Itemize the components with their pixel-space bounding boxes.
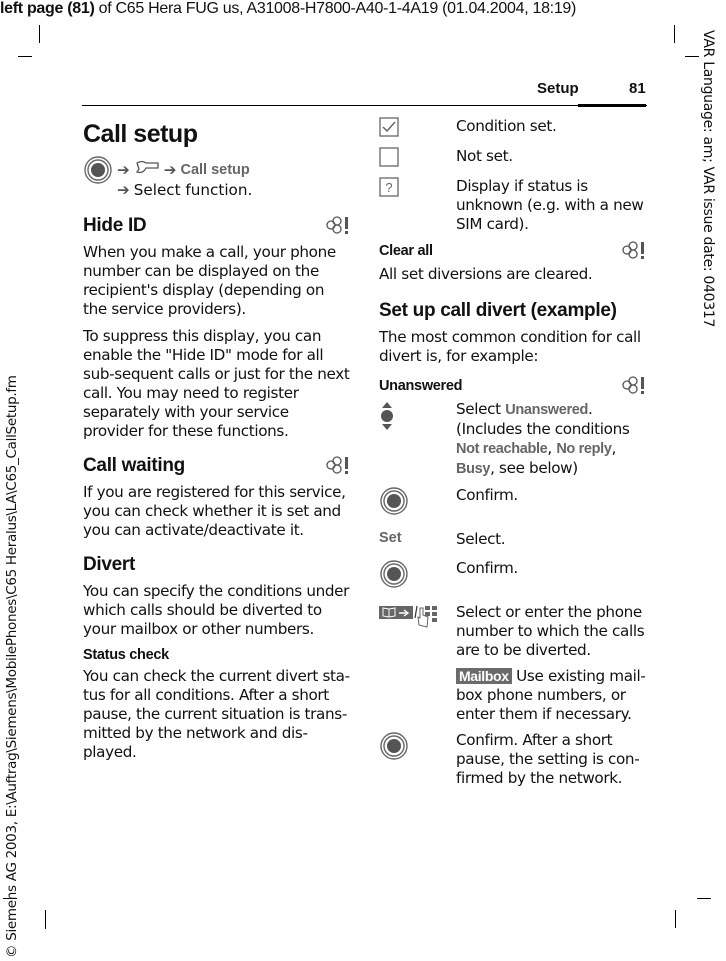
legend-text: Condition set. [456,117,557,135]
mailbox-tag: Mailbox [456,668,512,684]
nav-key-icon [379,559,456,593]
phonebook-keypad-icon [379,603,456,660]
text: Select [456,400,506,418]
text: , [611,439,617,457]
network-service-icon [619,376,647,396]
nav-path [83,155,351,199]
print-header-doc: of C65 Hera FUG us, A31008-H7800-A40-1-4A19 (01.04.2004, 18:19) [94,0,577,17]
scroll-up-down-icon [379,400,456,479]
page-number: 81 [629,80,646,97]
svg-text:?: ? [385,180,393,195]
crop-mark [39,25,40,43]
paragraph: When you make a call, your phone number can be displayed on the recipient's display (depending on the service providers). [83,243,336,318]
crop-mark [685,56,699,57]
checkbox-checked-icon [379,117,456,141]
step-row [379,603,647,660]
text: , [547,439,557,457]
legend-text: Display if status is unknown (e.g. with a new SIM card). [456,177,644,233]
arrow-right-icon: ➔ [117,161,130,179]
section-heading-setup-divert: Set up call divert (example) [379,300,617,321]
header-rule [82,105,647,106]
step-text: Confirm. After a short pause, the setting is con-firmed by the network. [456,731,640,787]
nav-key-icon [379,731,456,788]
paragraph: You can specify the conditions under which calls should be diverted to your mailbox or other numbers. [83,582,350,638]
step-text [456,667,647,724]
spacer [379,667,456,724]
legend-row [379,147,647,171]
subheading-clear-all [379,241,647,261]
crop-mark [18,56,32,57]
step-text: Confirm. [456,486,518,504]
section-heading-call-waiting [83,455,351,477]
paragraph: If you are registered for this service, you can check whether it is set and you can activate/deactivate it. [83,483,346,539]
wrench-icon [134,160,160,180]
step-row [379,667,647,724]
nav-step-text: Select function. [133,181,253,199]
running-header-section: Setup [537,80,579,97]
network-service-icon [619,241,647,261]
print-header-page: left page (81) [0,0,95,17]
nav-key-icon [379,486,456,520]
left-column [83,118,351,770]
step-row [379,400,647,479]
section-heading-divert [83,554,351,576]
arrow-right-icon: ➔ [163,161,177,179]
step-text: Confirm. [456,559,518,577]
step-text: Select or enter the phone number to which the calls are to be diverted. [456,603,645,659]
keyword: Not reachable [456,441,548,457]
legend-text: Not set. [456,147,513,165]
crop-mark [697,898,711,899]
header-bar [578,104,646,107]
text: Use existing mail-box phone numbers, or enter them if necessary. [456,667,646,723]
side-note-right: VAR Language: am; VAR issue date: 040317 [700,30,716,328]
print-header [0,0,576,18]
crop-mark [675,910,676,928]
step-row [379,530,647,549]
text: . (Includes the conditions [456,400,630,438]
crop-mark [674,25,675,43]
heading-text: Hide ID [83,215,147,236]
side-note-left: © Siemens AG 2003, E:\Auftrag\Siemens\MobilePhones\C65 Heralus\LA\C65_CallSetup.fm [4,375,20,958]
right-column [379,117,647,795]
network-service-icon [323,456,351,476]
heading-text: Clear all [379,243,433,259]
step-row [379,731,647,788]
keyword: Busy [456,461,491,477]
heading-text: Unanswered [379,378,463,394]
crop-mark [45,910,46,929]
arrow-right-icon: ➔ [117,181,130,199]
heading-text: Divert [83,554,136,575]
paragraph: To suppress this display, you can enable the "Hide ID" mode for all sub-sequent calls or just for the next call. You may need to register separately with your service provider for these functions. [83,327,350,440]
legend-row [379,177,647,234]
text: , see below) [490,459,578,477]
keyword: Unanswered [505,402,588,418]
step-text: Select. [456,530,506,548]
nav-key-icon [83,155,117,199]
menu-item-call-setup: Call setup [180,162,250,178]
legend-row [379,117,647,141]
section-heading-hide-id [83,215,351,237]
step-row [379,486,647,520]
paragraph: All set diversions are cleared. [379,265,593,283]
paragraph: The most common condition for call divert is, for example: [379,328,641,365]
paragraph: You can check the current divert sta-tus for all conditions. After a short pause, the current situation is trans-mitted by the network and dis-played. [83,667,350,761]
step-text [456,400,647,479]
subheading-unanswered [379,376,647,396]
network-service-icon [323,216,351,236]
step-row [379,559,647,593]
checkbox-empty-icon [379,147,456,171]
softkey-set: Set [379,530,402,546]
checkbox-unknown-icon [379,177,456,234]
subheading-status-check: Status check [83,647,169,663]
page-title: Call setup [83,120,198,148]
keyword: No reply [556,441,612,457]
heading-text: Call waiting [83,455,185,476]
